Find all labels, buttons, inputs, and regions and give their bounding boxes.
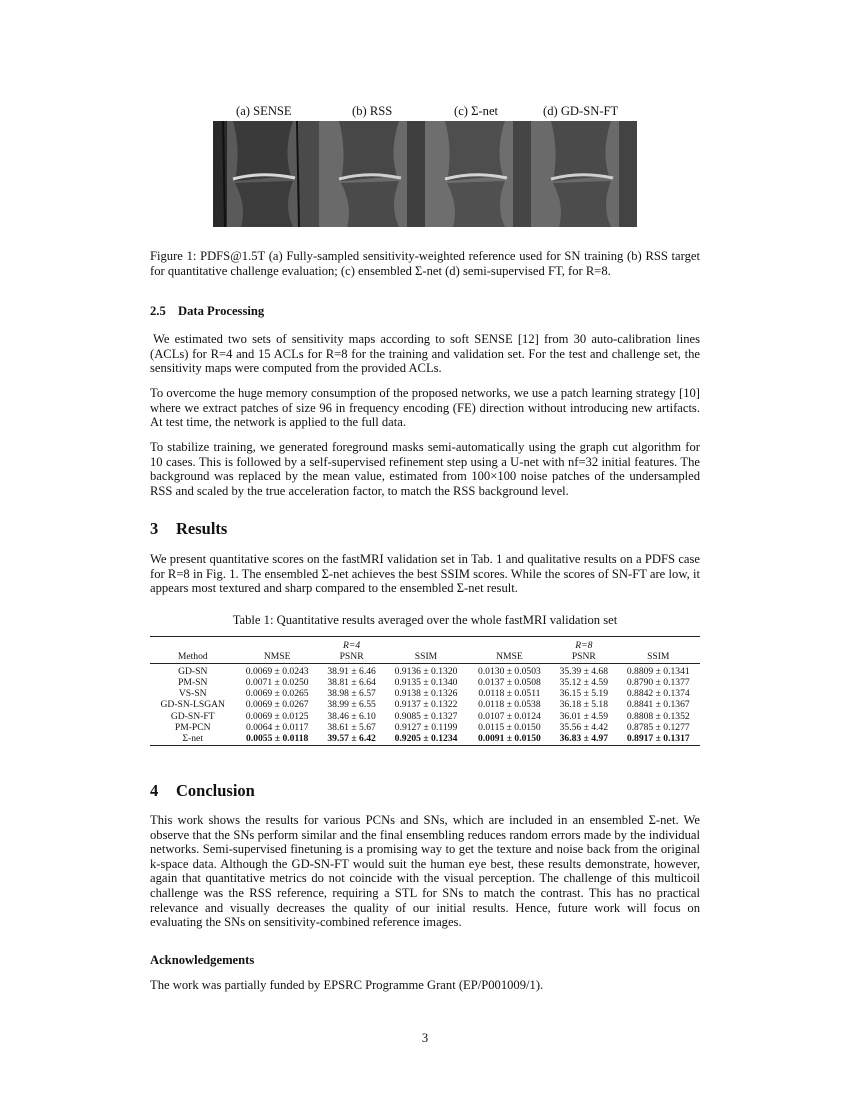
metric-cell: 0.9085 ± 0.1327: [394, 710, 458, 722]
metric-cell: 0.0069 ± 0.0125: [245, 710, 309, 722]
section-number: 4: [150, 781, 159, 800]
table-row: [150, 688, 700, 699]
paragraph: We present quantitative scores on the fastMRI validation set in Tab. 1 and qualitative results on a PDFS case for R=8 in Fig. 1. The ensembled Σ-net achieves the best SSIM scores. While the scores of SN-FT are low, it appears most textured and sharp compared to the ensembled Σ-net result.: [150, 552, 700, 596]
metric-cell: 0.0107 ± 0.0124: [477, 710, 541, 722]
section-title: Data Processing: [178, 304, 265, 318]
metric-cell: 38.46 ± 6.10: [327, 710, 376, 722]
metric-cell: 36.15 ± 5.19: [559, 688, 609, 700]
figure-label-b: (b) RSS: [352, 104, 393, 118]
method-cell: PM-PCN: [174, 722, 211, 734]
metric-cell: 0.8808 ± 0.1352: [626, 710, 690, 722]
metric-cell: 38.81 ± 6.64: [327, 676, 376, 688]
metric-cell: 36.01 ± 4.59: [559, 710, 609, 722]
method-cell: Σ-net: [182, 733, 203, 745]
metric-cell: 0.0115 ± 0.0150: [478, 722, 541, 734]
metric-cell: 0.8841 ± 0.1367: [626, 699, 690, 711]
figure-label-d: (d) GD-SN-FT: [543, 104, 619, 118]
group-header-r8: R=8: [575, 640, 593, 651]
metric-cell: 0.8917 ± 0.1317: [626, 733, 690, 745]
metric-cell: 35.39 ± 4.68: [559, 665, 609, 677]
group-header-r4: R=4: [343, 640, 361, 651]
metric-cell: 0.0055 ± 0.0118: [246, 733, 309, 745]
section-4-heading: [150, 781, 255, 801]
section-3-heading: [150, 519, 227, 539]
table-caption: Table 1: Quantitative results averaged over the whole fastMRI validation set: [232, 613, 618, 627]
metric-cell: 35.12 ± 4.59: [559, 676, 609, 688]
table-row: [150, 663, 700, 677]
metric-cell: 35.56 ± 4.42: [559, 722, 609, 734]
metric-cell: 0.0069 ± 0.0265: [245, 688, 309, 700]
metric-cell: 36.18 ± 5.18: [559, 699, 609, 711]
metric-cell: 0.9138 ± 0.1326: [394, 688, 458, 700]
paragraph: We estimated two sets of sensitivity maps according to soft SENSE [12] from 30 auto-calibration lines (ACLs) for R=4 and 15 ACLs for R=8 for the training and validation set. For the test and challenge set, the sensitivity maps were computed from the provided ACLs.: [150, 332, 700, 376]
table-row: [150, 733, 700, 745]
page-number: 3: [421, 1031, 429, 1045]
table-row: [150, 699, 700, 710]
column-header: SSIM: [647, 651, 670, 663]
metric-cell: 39.57 ± 6.42: [327, 733, 376, 745]
table-row: [150, 711, 700, 722]
section-number: 3: [150, 519, 159, 538]
section-title: Results: [176, 519, 228, 538]
metric-cell: 0.9137 ± 0.1322: [394, 699, 458, 711]
metric-cell: 0.9127 ± 0.1199: [394, 722, 458, 734]
acknowledgements-text: The work was partially funded by EPSRC Programme Grant (EP/P001009/1).: [150, 978, 544, 992]
metric-cell: 38.61 ± 5.67: [327, 722, 376, 734]
column-header: PSNR: [571, 651, 596, 663]
section-2-5-heading: [150, 304, 264, 319]
metric-cell: 0.8785 ± 0.1277: [626, 722, 690, 734]
metric-cell: 0.0118 ± 0.0511: [478, 688, 541, 700]
acknowledgements-heading: Acknowledgements: [150, 953, 255, 967]
paragraph: This work shows the results for various PCNs and SNs, which are included in an ensembled Σ-net. We observe that the SNs perform similar and the final ensembling reduces random errors made by the individual networks. Semi-supervised finetuning is a promising way to get the texture and noise back from the original k-space data. Although the GD-SN-FT would suit the human eye best, these results demonstrate, however, again that quantitative metrics do not coincide with the visual perception. The challenge of this multicoil challenge was the RSS reference, requiring a STL for SNs to match the contrast. This has no practical relevance and visually decreases the quality of our initial results. Hence, future work will focus on evaluating the SNs on sensitivity-combined reference images.: [150, 813, 700, 930]
metric-cell: 0.0091 ± 0.0150: [477, 733, 541, 745]
column-header: NMSE: [263, 651, 291, 663]
section-title: Conclusion: [176, 781, 255, 800]
figure-label-c: (c) Σ-net: [454, 104, 499, 118]
metric-cell: 0.8809 ± 0.1341: [626, 665, 690, 677]
method-cell: GD-SN-FT: [170, 710, 215, 722]
metric-cell: 0.0069 ± 0.0243: [245, 665, 309, 677]
knee-image-sense: [213, 121, 319, 227]
metric-cell: 0.0064 ± 0.0117: [245, 722, 309, 734]
method-cell: GD-SN-LSGAN: [160, 699, 225, 711]
column-header: Method: [177, 651, 208, 663]
figure-1-knee-images: [213, 121, 637, 227]
metric-cell: 0.9135 ± 0.1340: [394, 676, 458, 688]
paragraph: To stabilize training, we generated foreground masks semi-automatically using the graph cut algorithm for 10 cases. This is followed by a self-supervised refinement step using a U-net with nf=32 initial features. The background was replaced by the mean value, estimated from 100×100 noise patches of the undersampled RSS and scaled by the true acceleration factor, to match the RSS background level.: [150, 440, 700, 498]
table-row: [150, 722, 700, 733]
knee-image-sigma-net: [425, 121, 531, 227]
metric-cell: 0.0071 ± 0.0250: [245, 676, 309, 688]
table-row: [150, 677, 700, 688]
results-table: [150, 636, 700, 746]
knee-image-gd-sn-ft: [531, 121, 637, 227]
metric-cell: 36.83 ± 4.97: [559, 733, 609, 745]
figure-label-a: (a) SENSE: [236, 104, 292, 118]
metric-cell: 0.0130 ± 0.0503: [477, 665, 541, 677]
metric-cell: 0.8790 ± 0.1377: [626, 676, 690, 688]
metric-cell: 38.99 ± 6.55: [327, 699, 376, 711]
metric-cell: 0.0137 ± 0.0508: [477, 676, 541, 688]
metric-cell: 38.91 ± 6.46: [327, 665, 376, 677]
metric-cell: 0.0069 ± 0.0267: [245, 699, 309, 711]
column-header: NMSE: [496, 651, 523, 663]
knee-image-rss: [319, 121, 425, 227]
metric-cell: 0.8842 ± 0.1374: [626, 688, 690, 700]
method-cell: GD-SN: [178, 665, 208, 677]
metric-cell: 0.9205 ± 0.1234: [394, 733, 458, 745]
column-header: SSIM: [414, 651, 438, 663]
metric-cell: 0.9136 ± 0.1320: [394, 665, 458, 677]
metric-cell: 38.98 ± 6.57: [327, 688, 376, 700]
method-cell: VS-SN: [178, 688, 207, 700]
metric-cell: 0.0118 ± 0.0538: [478, 699, 541, 711]
paragraph: To overcome the huge memory consumption of the proposed networks, we use a patch learning strategy [10] where we extract patches of size 96 in frequency encoding (FE) direction without introducing new artifacts. At test time, the network is applied to the full data.: [150, 386, 700, 430]
method-cell: PM-SN: [178, 676, 208, 688]
section-number: 2.5: [150, 304, 166, 318]
column-header: PSNR: [339, 651, 364, 663]
figure-caption: Figure 1: PDFS@1.5T (a) Fully-sampled sensitivity-weighted reference used for SN training (b) RSS target for quantitative challenge evaluation; (c) ensembled Σ-net (d) semi-supervised FT, for R=8.: [150, 249, 700, 278]
